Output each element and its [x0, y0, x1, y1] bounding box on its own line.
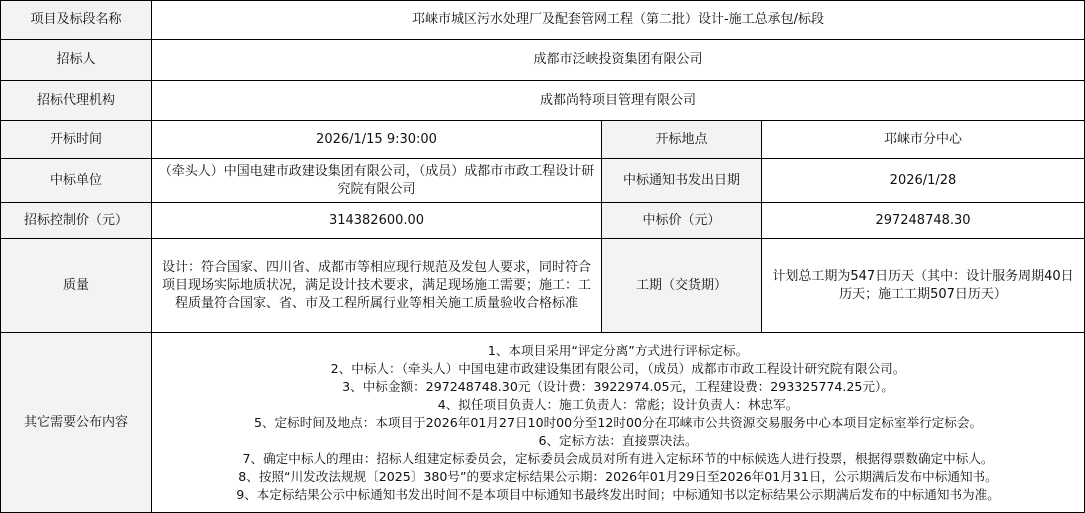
- notice-date-value: 2026/1/28: [762, 159, 1085, 203]
- quality-value: 设计：符合国家、四川省、成都市等相应现行规范及发包人要求，同时符合项目现场实际地质状况，满足设计技术要求，满足现场施工需要；施工：工程质量符合国家、省、市及工程所属行业等相关施工质量验收合格标准: [152, 239, 602, 333]
- other-info-item: 8、按照“川发改法规规〔2025〕380号”的要求定标结果公示期：2026年01月29日至2026年01月31日，公示期满后发布中标通知书。: [238, 468, 998, 484]
- row-opening: [1, 121, 1085, 159]
- other-info-value: [152, 333, 1085, 513]
- quality-label: 质量: [1, 239, 152, 333]
- control-price-value: 314382600.00: [152, 203, 602, 239]
- bid-price-value: 297248748.30: [762, 203, 1085, 239]
- period-value: 计划总工期为547日历天（其中：设计服务周期40日历天；施工工期507日历天）: [762, 239, 1085, 333]
- winner-label: 中标单位: [1, 159, 152, 203]
- project-name-value: 邛崃市城区污水处理厂及配套管网工程（第二批）设计-施工总承包/标段: [152, 1, 1085, 40]
- opening-place-label: 开标地点: [602, 121, 762, 159]
- notice-date-label: 中标通知书发出日期: [602, 159, 762, 203]
- other-info-item: 6、定标方法：直接票决法。: [538, 432, 698, 448]
- other-info-item: 3、中标金额：297248748.30元（设计费：3922974.05元，工程建设费：293325774.25元）。: [342, 378, 894, 394]
- other-info-item: 9、本定标结果公示中标通知书发出时间不是本项目中标通知书最终发出时间；中标通知书以定标结果公示期满后发布的中标通知书为准。: [236, 486, 1000, 502]
- row-quality: [1, 239, 1085, 333]
- other-info-label: 其它需要公布内容: [1, 333, 152, 513]
- row-project: [1, 1, 1085, 40]
- row-price: [1, 203, 1085, 239]
- opening-time-value: 2026/1/15 9:30:00: [152, 121, 602, 159]
- row-tenderer: [1, 40, 1085, 81]
- row-agency: [1, 81, 1085, 121]
- project-name-label: 项目及标段名称: [1, 1, 152, 40]
- other-info-item: 5、定标时间及地点：本项目于2026年01月27日10时00分至12时00分在邛崃市公共资源交易服务中心本项目定标室举行定标会。: [253, 414, 983, 430]
- row-other: [1, 333, 1085, 513]
- opening-time-label: 开标时间: [1, 121, 152, 159]
- opening-place-value: 邛崃市分中心: [762, 121, 1085, 159]
- tenderer-label: 招标人: [1, 40, 152, 81]
- row-winner: [1, 159, 1085, 203]
- other-info-item: 1、本项目采用“评定分离”方式进行评标定标。: [487, 342, 749, 358]
- other-info-item: 4、拟任项目负责人：施工负责人：常彪；设计负责人：林忠军。: [437, 396, 799, 412]
- bid-price-label: 中标价（元）: [602, 203, 762, 239]
- control-price-label: 招标控制价（元）: [1, 203, 152, 239]
- tenderer-value: 成都市泛峡投资集团有限公司: [152, 40, 1085, 81]
- other-info-item: 7、确定中标人的理由：招标人组建定标委员会，定标委员会成员对所有进入定标环节的中标候选人进行投票，根据得票数确定中标人。: [242, 450, 994, 466]
- winner-value: （牵头人）中国电建市政建设集团有限公司，（成员）成都市市政工程设计研究院有限公司: [152, 159, 602, 203]
- other-info-item: 2、中标人：（牵头人）中国电建市政建设集团有限公司，（成员）成都市市政工程设计研究院有限公司。: [330, 360, 906, 376]
- period-label: 工期（交货期）: [602, 239, 762, 333]
- agency-value: 成都尚特项目管理有限公司: [152, 81, 1085, 121]
- agency-label: 招标代理机构: [1, 81, 152, 121]
